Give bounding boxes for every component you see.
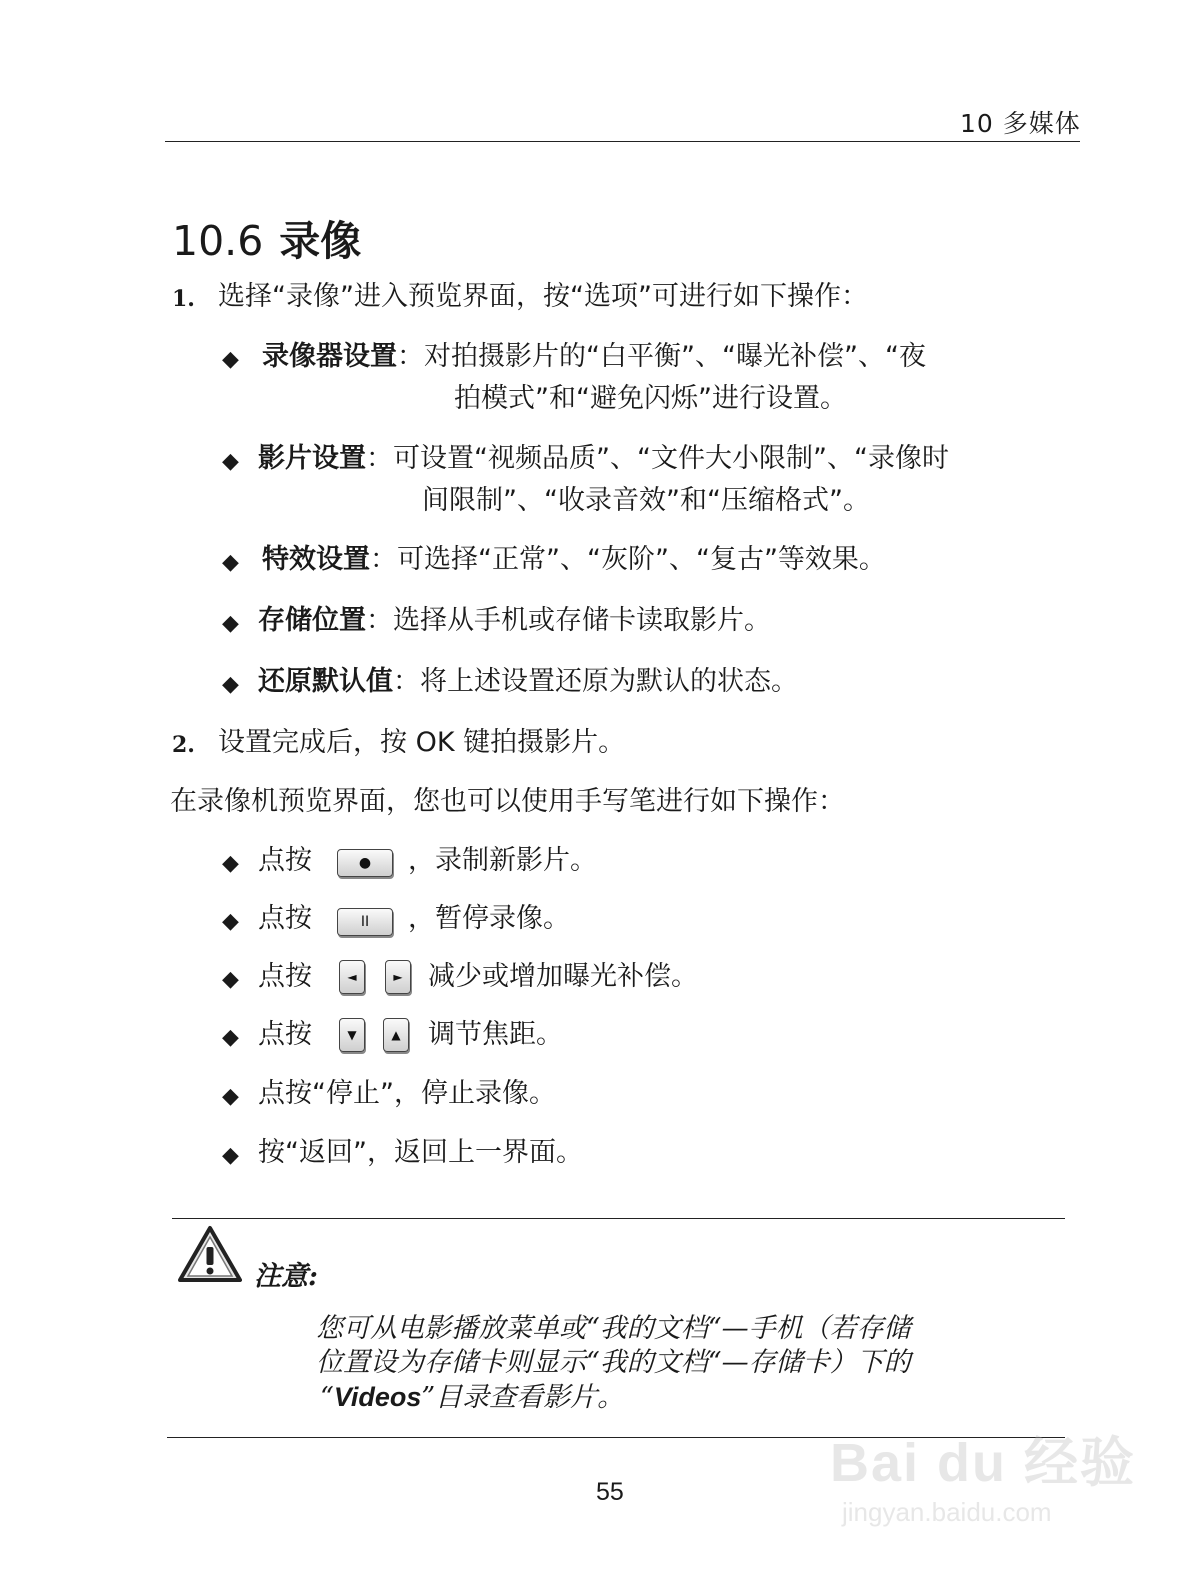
baidu-watermark [830,1420,1136,1528]
bullet-icon: ◆ [222,611,239,636]
section-number: 10.6 [172,217,264,265]
action-exposure-suffix: 减少或增加曝光补偿。 [428,961,698,992]
option-desc: ：对拍摄影片的“白平衡”、“曝光补偿”、“夜 [397,341,926,372]
section-title [172,208,361,267]
action-back: 按“返回”，返回上一界面。 [258,1137,583,1168]
bullet-icon: ◆ [222,550,239,575]
pause-icon: II [337,908,393,936]
step-2-text: 设置完成后，按 OK 键拍摄影片。 [218,727,626,758]
step-1-text: 选择“录像”进入预览界面，按“选项”可进行如下操作： [218,281,868,312]
down-arrow-icon: ▼ [339,1018,365,1052]
action-pause-prefix: 点按 [258,903,312,934]
bullet-icon: ◆ [222,967,239,992]
record-icon: ● [337,849,393,877]
bullet-icon: ◆ [222,347,239,372]
page-number: 55 [596,1478,624,1506]
option-term: 录像器设置 [262,341,397,372]
action-focus-prefix: 点按 [258,1019,312,1050]
option-movie-settings [258,441,949,477]
note-line-2: 位置设为存储卡则显示“我的文档“—存储卡）下的 [316,1347,911,1378]
note-line-3-rest: ”目录查看影片。 [421,1382,625,1413]
action-stop: 点按“停止”，停止录像。 [258,1078,556,1109]
bullet-icon: ◆ [222,672,239,697]
warning-triangle-icon [178,1225,242,1283]
step-1-label: 1. [172,286,195,312]
option-term: 影片设置 [258,443,366,474]
option-video-recorder-settings [262,339,926,375]
right-arrow-icon: ► [385,960,411,994]
step-2-label: 2. [172,732,195,758]
action-focus-suffix: 调节焦距。 [428,1019,563,1050]
stylus-intro: 在录像机预览界面，您也可以使用手写笔进行如下操作： [170,786,845,817]
note-top-rule [172,1218,1065,1219]
option-desc: ：可设置“视频品质”、“文件大小限制”、“录像时 [366,443,949,474]
option-desc-continued: 拍模式”和“避免闪烁”进行设置。 [454,383,847,414]
up-arrow-icon: ▲ [383,1018,409,1052]
option-desc: ：可选择“正常”、“灰阶”、“复古”等效果。 [370,544,886,575]
left-arrow-icon: ◄ [339,960,365,994]
bullet-icon: ◆ [222,909,239,934]
bullet-icon: ◆ [222,1143,239,1168]
chapter-header: 10 多媒体 [960,109,1081,138]
bullet-icon: ◆ [222,449,239,474]
section-name: 录像 [279,217,362,265]
action-record-prefix: 点按 [258,845,312,876]
action-record-suffix: ，录制新影片。 [408,845,597,876]
bullet-icon: ◆ [222,1025,239,1050]
action-exposure-prefix: 点按 [258,961,312,992]
watermark-url: jingyan.baidu.com [842,1497,1052,1527]
option-desc: ：选择从手机或存储卡读取影片。 [366,605,771,636]
option-term: 存储位置 [258,605,366,636]
action-pause-suffix: ，暂停录像。 [408,903,570,934]
videos-folder-name: Videos [333,1382,422,1412]
option-storage-location [258,603,771,639]
option-desc: ：将上述设置还原为默认的状态。 [393,666,798,697]
note-quote-open: “ [320,1382,334,1413]
bullet-icon: ◆ [222,851,239,876]
note-line-3 [320,1380,624,1415]
option-term: 特效设置 [262,544,370,575]
note-line-1: 您可从电影播放菜单或“我的文档“—手机（若存储 [316,1313,911,1344]
option-effects-settings [262,542,886,578]
note-title: 注意: [254,1261,318,1292]
header-divider [165,141,1080,142]
option-term: 还原默认值 [258,666,393,697]
option-desc-continued: 间限制”、“收录音效”和“压缩格式”。 [422,485,870,516]
watermark-logo: Bai du 经验 [830,1433,1137,1493]
bullet-icon: ◆ [222,1084,239,1109]
option-restore-defaults [258,664,798,700]
